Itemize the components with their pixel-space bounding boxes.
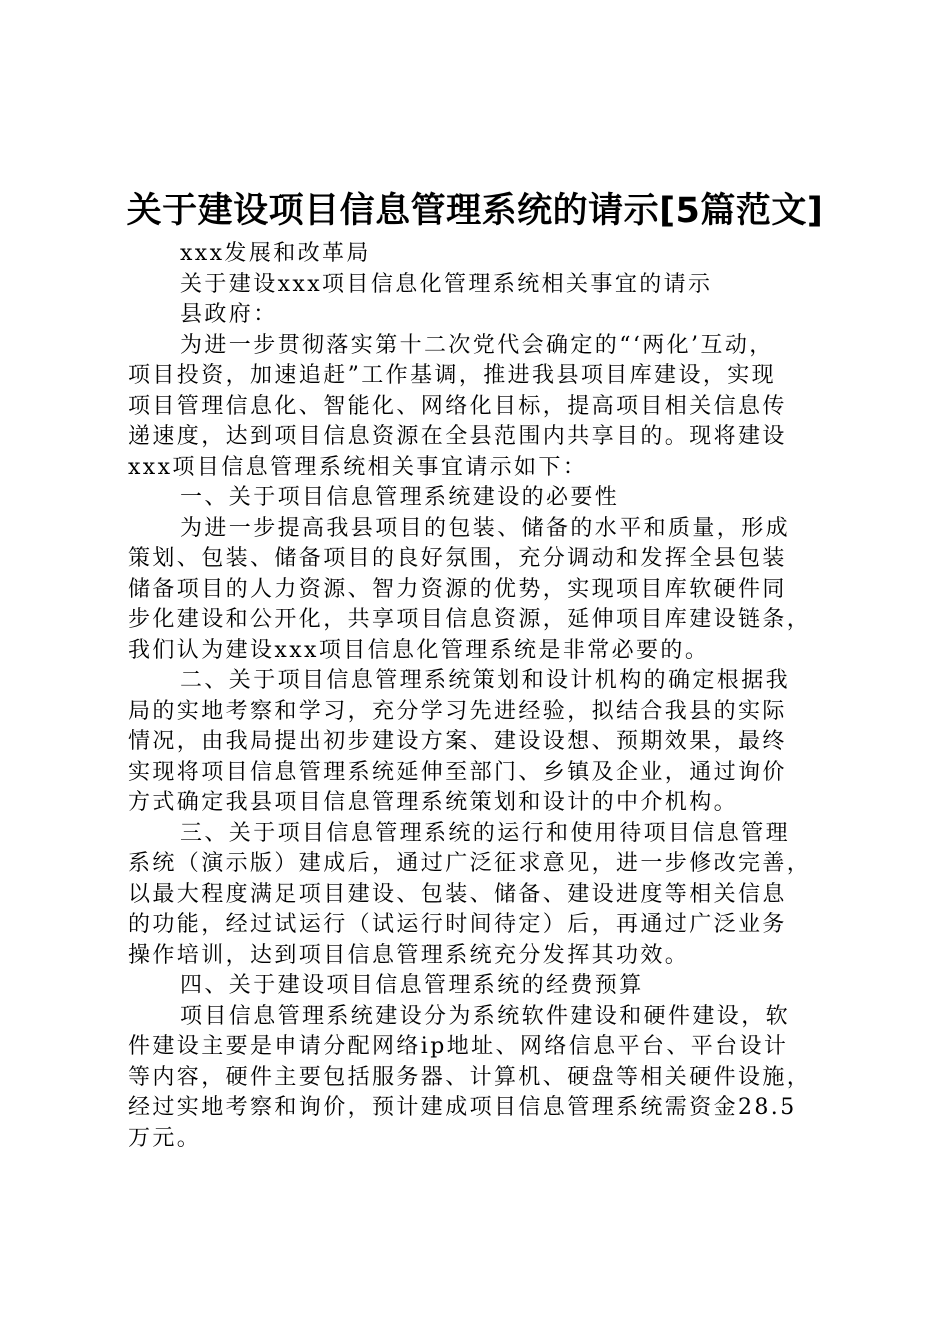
document-line: 递速度，达到项目信息资源在全县范围内共享目的。现将建设	[128, 424, 787, 449]
document-body	[128, 239, 838, 1154]
document-line: 四、关于建设项目信息管理系统的经费预算	[180, 973, 644, 998]
document-line: 我们认为建设xxx项目信息化管理系统是非常必要的。	[128, 637, 710, 663]
document-line: 步化建设和公开化，共享项目信息资源，延伸项目库建设链条，	[128, 607, 812, 632]
document-line: 局的实地考察和学习，充分学习先进经验，拟结合我县的实际	[128, 698, 787, 724]
document-line: 关于建设xxx项目信息化管理系统相关事宜的请示	[180, 271, 713, 297]
document-line: 储备项目的人力资源、智力资源的优势，实现项目库软硬件同	[128, 576, 787, 602]
document-line: 县政府：	[180, 302, 278, 327]
document-line: 情况，由我局提出初步建设方案、建设设想、预期效果，最终	[128, 729, 787, 754]
document-line: xxx项目信息管理系统相关事宜请示如下：	[128, 454, 588, 480]
document-line: 三、关于项目信息管理系统的运行和使用待项目信息管理	[180, 820, 791, 846]
document-line: 以最大程度满足项目建设、包装、储备、建设进度等相关信息	[128, 881, 787, 907]
document-line: 项目投资，加速追赶”工作基调，推进我县项目库建设，实现	[128, 363, 777, 388]
document-line: 二、关于项目信息管理系统策划和设计机构的确定根据我	[180, 668, 791, 693]
document-line: 等内容，硬件主要包括服务器、计算机、硬盘等相关硬件设施，	[128, 1064, 812, 1090]
document-line: 件建设主要是申请分配网络ip地址、网络信息平台、平台设计	[128, 1034, 789, 1059]
document-line: 经过实地考察和询价，预计建成项目信息管理系统需资金28.5	[128, 1095, 797, 1120]
document-line: 为进一步贯彻落实第十二次党代会确定的“‘两化’互动，	[180, 332, 774, 358]
document-line: 为进一步提高我县项目的包装、储备的水平和质量，形成	[180, 515, 791, 541]
document-line: 操作培训，达到项目信息管理系统充分发挥其功效。	[128, 942, 690, 968]
document-title: 关于建设项目信息管理系统的请示[5篇范文]	[126, 191, 824, 231]
document-line: 项目管理信息化、智能化、网络化目标，提高项目相关信息传	[128, 393, 787, 419]
document-line: 的功能，经过试运行（试运行时间待定）后，再通过广泛业务	[128, 912, 787, 937]
document-line: 系统（演示版）建成后，通过广泛征求意见，进一步修改完善，	[128, 851, 812, 876]
document-line: 项目信息管理系统建设分为系统软件建设和硬件建设，软	[180, 1003, 791, 1029]
document-line: 实现将项目信息管理系统延伸至部门、乡镇及企业，通过询价	[128, 759, 787, 785]
document-line: 一、关于项目信息管理系统建设的必要性	[180, 485, 620, 510]
document-line: xxx发展和改革局	[180, 241, 371, 266]
document-line: 万元。	[128, 1125, 202, 1151]
document-line: 方式确定我县项目信息管理系统策划和设计的中介机构。	[128, 790, 739, 815]
document-line: 策划、包装、储备项目的良好氛围，充分调动和发挥全县包装	[128, 546, 787, 571]
